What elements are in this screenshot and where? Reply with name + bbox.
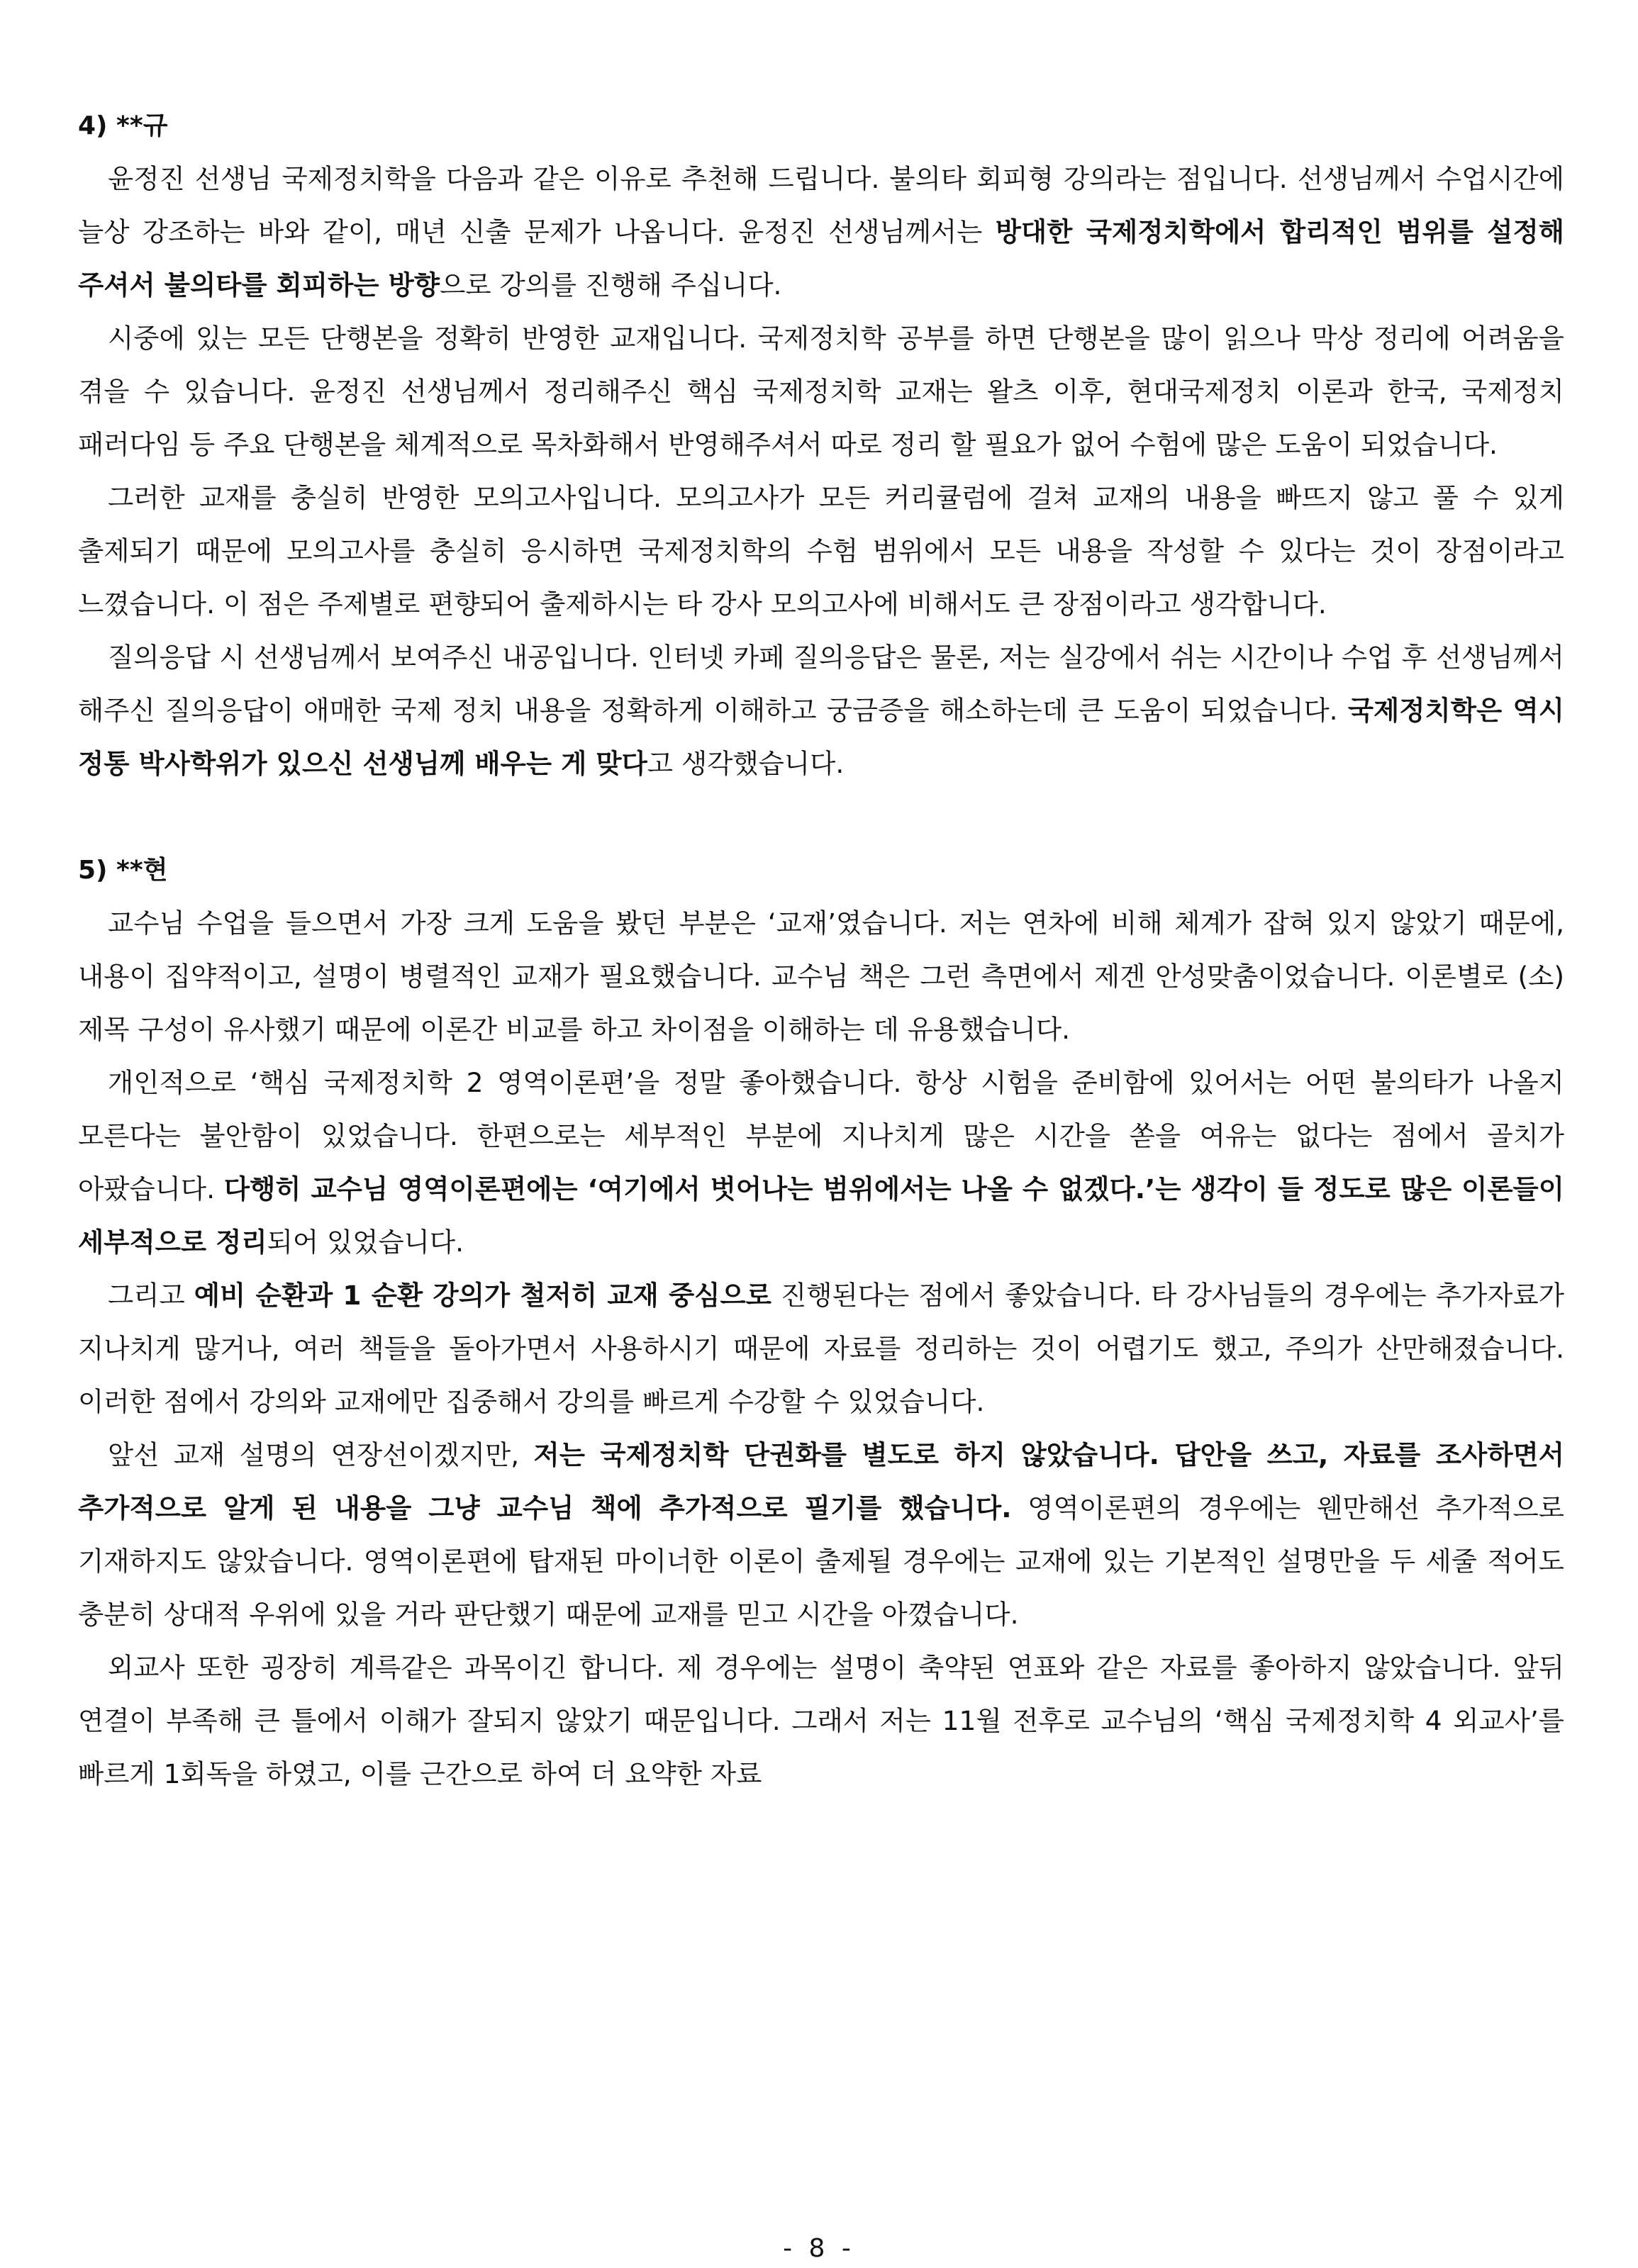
text-run: 시중에 있는 모든 단행본을 정확히 반영한 교재입니다. 국제정치학 공부를 하면 단행본을 많이 읽으나 막상 정리에 어려움을 겪을 수 있습니다. 윤정진 선생님께서 정리해주신 핵심 국제정치학 교재는 왈츠 이후, 현대국제정치 이론과 한국, 국제정치 패러다임 등 주요 단행본을 체계적으로 목차화해서 반영해주셔서 따로 정리 할 필요가 없어 수험에 많은 도움이 되었습니다. xyxy=(78,323,1564,460)
text-run: 교수님 수업을 들으면서 가장 크게 도움을 봤던 부분은 ‘교재’였습니다. 저는 연차에 비해 체계가 잡혀 있지 않았기 때문에, 내용이 집약적이고, 설명이 병렬적인 교재가 필요했습니다. 교수님 책은 그런 측면에서 제겐 안성맞춤이었습니다. 이론별로 (소)제목 구성이 유사했기 때문에 이론간 비교를 하고 차이점을 이해하는 데 유용했습니다. xyxy=(78,907,1564,1045)
page-number: - 8 - xyxy=(783,2234,855,2263)
paragraph xyxy=(78,312,1564,471)
paragraph xyxy=(78,1429,1564,1641)
text-run: 영역이론편의 경우에는 웬만해선 추가적으로 기재하지도 않았습니다. 영역이론편에 탑재된 마이너한 이론이 출제될 경우에는 교재에 있는 기본적인 설명만을 두 세줄 적어도 충분히 상대적 우위에 있을 거라 판단했기 때문에 교재를 믿고 시간을 아꼈습니다. xyxy=(78,1492,1564,1630)
paragraph xyxy=(78,1641,1564,1801)
section-spacer xyxy=(78,791,1564,844)
emphasis-text: 다행히 교수님 영역이론편에는 ‘여기에서 벗어나는 범위에서는 나올 수 없겠다.’는 생각이 들 정도로 많은 이론들이 세부적으로 정리 xyxy=(78,1173,1564,1258)
section-heading-4: 4) **규 xyxy=(78,111,168,140)
text-run: 진행된다는 점에서 좋았습니다. 타 강사님들의 경우에는 추가자료가 지나치게 많거나, 여러 책들을 돌아가면서 사용하시기 때문에 자료를 정리하는 것이 어렵기도 했고, 주의가 산만해졌습니다. 이러한 점에서 강의와 교재에만 집중해서 강의를 빠르게 수강할 수 있었습니다. xyxy=(78,1280,1564,1417)
text-run: 그러한 교재를 충실히 반영한 모의고사입니다. 모의고사가 모든 커리큘럼에 걸쳐 교재의 내용을 빠뜨지 않고 풀 수 있게 출제되기 때문에 모의고사를 충실히 응시하면 국제정치학의 수험 범위에서 모든 내용을 작성할 수 있다는 것이 장점이라고 느꼈습니다. 이 점은 주제별로 편향되어 출제하시는 타 강사 모의고사에 비해서도 큰 장점이라고 생각합니다. xyxy=(78,482,1564,620)
text-run: 으로 강의를 진행해 주십니다. xyxy=(440,269,782,301)
document-page xyxy=(78,99,1564,1801)
text-run: 윤정진 선생님 국제정치학을 다음과 같은 이유로 추천해 드립니다. 불의타 회피형 강의라는 점입니다. 선생님께서 수업시간에 늘상 강조하는 바와 같이, 매년 신출 문제가 나옵니다. 윤정진 선생님께서는 xyxy=(78,163,1564,247)
text-run: 개인적으로 ‘핵심 국제정치학 2 영역이론편’을 정말 좋아했습니다. 항상 시험을 준비함에 있어서는 어떤 불의타가 나올지 모른다는 불안함이 있었습니다. 한편으로는 세부적인 부분에 지나치게 많은 시간을 쏟을 여유는 없다는 점에서 골치가 아팠습니다. xyxy=(78,1067,1564,1205)
paragraph xyxy=(78,471,1564,631)
paragraph xyxy=(78,1056,1564,1269)
text-run: 되어 있었습니다. xyxy=(267,1227,464,1258)
text-run: 그리고 xyxy=(108,1280,194,1311)
paragraph xyxy=(78,631,1564,791)
text-run: 질의응답 시 선생님께서 보여주신 내공입니다. 인터넷 카페 질의응답은 물론, 저는 실강에서 쉬는 시간이나 수업 후 선생님께서 해주신 질의응답이 애매한 국제 정치 내용을 정확하게 이해하고 궁금증을 해소하는데 큰 도움이 되었습니다. xyxy=(78,642,1564,726)
paragraph xyxy=(78,152,1564,312)
paragraph xyxy=(78,1269,1564,1429)
emphasis-text: 방대한 국제정치학에서 합리적인 범위를 설정해 주셔서 불의타를 회피하는 방향 xyxy=(78,216,1564,301)
emphasis-text: 저는 국제정치학 단권화를 별도로 하지 않았습니다. 답안을 쓰고, 자료를 조사하면서 추가적으로 알게 된 내용을 그냥 교수님 책에 추가적으로 필기를 했습니다. xyxy=(78,1439,1565,1524)
text-run: 외교사 또한 굉장히 계륵같은 과목이긴 합니다. 제 경우에는 설명이 축약된 연표와 같은 자료를 좋아하지 않았습니다. 앞뒤 연결이 부족해 큰 틀에서 이해가 잘되지 않았기 때문입니다. 그래서 저는 11월 전후로 교수님의 ‘핵심 국제정치학 4 외교사’를 빠르게 1회독을 하였고, 이를 근간으로 하여 더 요약한 자료 xyxy=(78,1652,1564,1789)
text-run: 앞선 교재 설명의 연장선이겠지만, xyxy=(108,1439,534,1470)
section-heading-5: 5) **현 xyxy=(78,856,168,885)
paragraph xyxy=(78,897,1564,1056)
emphasis-text: 국제정치학은 역시 정통 박사학위가 있으신 선생님께 배우는 게 맞다 xyxy=(78,695,1564,779)
emphasis-text: 예비 순환과 1 순환 강의가 철저히 교재 중심으로 xyxy=(194,1280,771,1311)
text-run: 고 생각했습니다. xyxy=(647,748,845,779)
